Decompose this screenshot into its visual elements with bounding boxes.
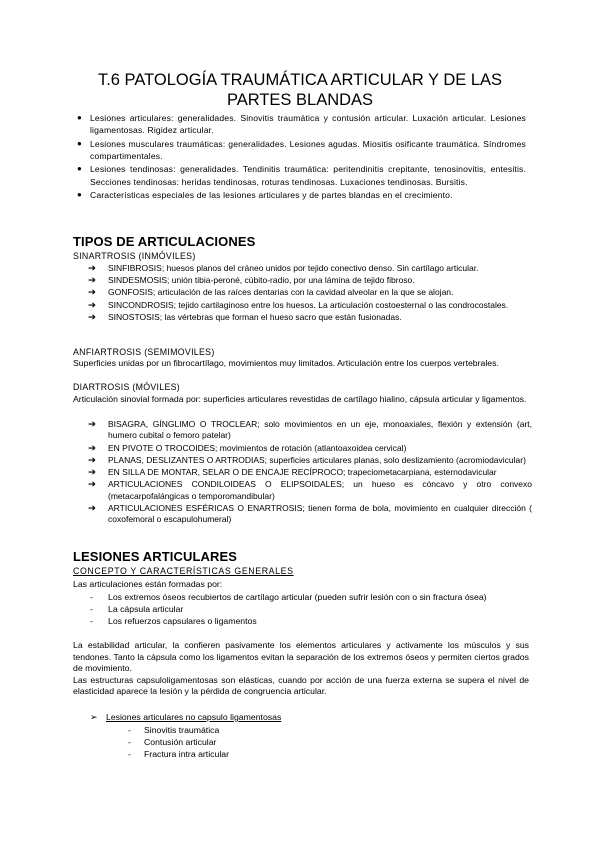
bullet-icon: ● [77,113,82,122]
diartrosis-list [88,419,532,526]
anfiartrosis-heading: ANFIARTROSIS (SEMIMOVILES) [73,347,215,357]
page-title: T.6 PATOLOGÍA TRAUMÁTICA ARTICULAR Y DE LAS PARTES BLANDAS [97,71,503,109]
arrow-icon: ➔ [88,442,96,454]
arrow-icon: ➔ [88,467,96,479]
list-item: - Sinovitis traumática [128,725,220,735]
bullet-icon: ● [77,164,82,174]
stability-paragraph [73,640,529,698]
arrow-icon: ➔ [88,263,96,274]
list-item: - Contusión articular [128,737,217,748]
list-item: - Los refuerzos capsulares o ligamentos [90,616,257,627]
arrow-icon: ➔ [88,287,96,299]
lesiones-lead: Las articulaciones están formadas por: [73,579,223,589]
sinartrosis-heading: SINARTROSIS (INMÓVILES) [73,251,196,261]
dash-icon: - [128,725,131,735]
bullet-icon: ● [77,138,82,148]
list-item: ➔ SINOSTOSIS; las vértebras que forman el hueso sacro que están fusionadas. [88,311,402,323]
paragraph: La estabilidad articular, la confieren pasivamente los elementos articulares y activamente los músculos y sus tendones. Tanto la cápsula como los ligamentos evitan la separación de los extremos óseos y permiten ciertos grados de movimiento. [73,640,529,674]
diartrosis-text: Articulación sinovial formada por: superficies articulares revestidas de cartílago hialino, cápsula articular y ligamentos. [73,394,527,404]
list-item: - Fractura intra articular [128,749,229,760]
dash-icon: - [90,604,93,615]
arrow-icon: ➔ [88,454,96,466]
anfiartrosis-text: Superficies unidas por un fibrocartílago, movimientos muy limitados. Articulación entre los cuerpos vertebrales. [73,358,499,368]
list-item: ➔ SINCONDROSIS; tejido cartilaginoso entre los huesos. La articulación costoesternal o las condrocostales. [88,299,509,311]
list-item: ➔ GONFOSIS; articulación de las raíces dentarias con la cavidad alveolar en la que se alojan. [88,287,454,299]
list-item: ➔ EN SILLA DE MONTAR, SELAR O DE ENCAJE RECÍPROCO; trapeciometacarpiana, esternodavicular [88,467,497,479]
tipos-heading: TIPOS DE ARTICULACIONES [73,234,256,249]
no-capsulo-heading: ➢ Lesiones articulares no capsulo ligamentosas [90,712,282,722]
list-item: ● Lesiones musculares traumáticas: generalidades. Lesiones agudas. Miositis osificante traumática. Síndromes compartimentales. [77,138,526,161]
list-item: ➔ ARTICULACIONES ESFÉRICAS O ENARTROSIS; tienen forma de bola, movimiento en cualquier dirección ( coxofemoral o escapulohumeral) [88,502,532,525]
bullet-icon: ● [77,190,82,200]
list-item: ➔ BISAGRA, GÍNGLIMO O TROCLEAR; solo movimientos en un eje, monoaxiales, flexión y extensión (art, humero cubital o femoro patelar) [88,419,532,441]
arrow-icon: ➔ [88,419,96,430]
list-item: ➔ SINFIBROSIS; huesos planos del cráneo unidos por tejido conectivo denso. Sin cartílago articular. [88,263,479,274]
list-item: ➔ ARTICULACIONES CONDILOIDEAS O ELIPSOIDALES; un hueso es cóncavo y otro convexo (metacarpofalángicas o temporomandibular) [88,479,532,501]
list-item: ● Lesiones tendinosas: generalidades. Tendinitis traumática: peritendinitis crepitante, tenosinovitis, entesitis. Secciones tendinosas: heridas tendinosas, roturas tendinosas. Luxaciones tendinosas. Bursitis. [77,164,526,187]
concepto-subheading: CONCEPTO Y CARACTERÍSTICAS GENERALES [73,566,294,576]
sinartrosis-list [88,263,532,324]
paragraph: Las estructuras capsuloligamentosas son elásticas, cuando por acción de una fuerza externa se supera el nivel de elasticidad aparece la lesión y la pérdida de congruencia articular. [73,674,529,697]
dash-icon: - [128,749,131,760]
arrow-icon: ➔ [88,502,96,514]
dash-icon: - [128,737,131,748]
list-item: - Los extremos óseos recubiertos de cartílago articular (pueden sufrir lesión con o sin fractura ósea) [90,592,487,602]
arrow-icon: ➔ [88,479,96,491]
dash-icon: - [90,616,93,627]
list-item: ➔ EN PIVOTE O TROCOIDES; movimientos de rotación (atlantoaxoidea cervical) [88,442,407,454]
diartrosis-heading: DIARTROSIS (MÓVILES) [73,382,181,392]
list-item: ● Características especiales de las lesiones articulares y de partes blandas en el crecimiento. [77,190,453,201]
arrow-icon: ➔ [88,299,96,311]
articulation-parts-list [90,591,487,628]
intro-bullet-list [77,112,526,203]
list-item: ● Lesiones articulares: generalidades. Sinovitis traumática y contusión articular. Luxación articular. Lesiones ligamentosas. Rigidez articular. [77,113,526,136]
list-item: ➔ SINDESMOSIS; unión tibia-peroné, cúbito-radio, por una lámina de tejido fibroso. [88,275,415,287]
lesiones-heading: LESIONES ARTICULARES [73,549,238,564]
list-item: - La cápsula articular [90,604,184,615]
triangle-arrow-icon: ➢ [90,712,98,722]
arrow-icon: ➔ [88,275,96,287]
dash-icon: - [90,592,93,602]
arrow-icon: ➔ [88,311,96,323]
no-capsulo-list [128,724,229,761]
list-item: ➔ PLANAS, DESLIZANTES O ARTRODIAS; superficies articulares planas, solo deslizamiento (acromiodavicular) [88,454,526,466]
